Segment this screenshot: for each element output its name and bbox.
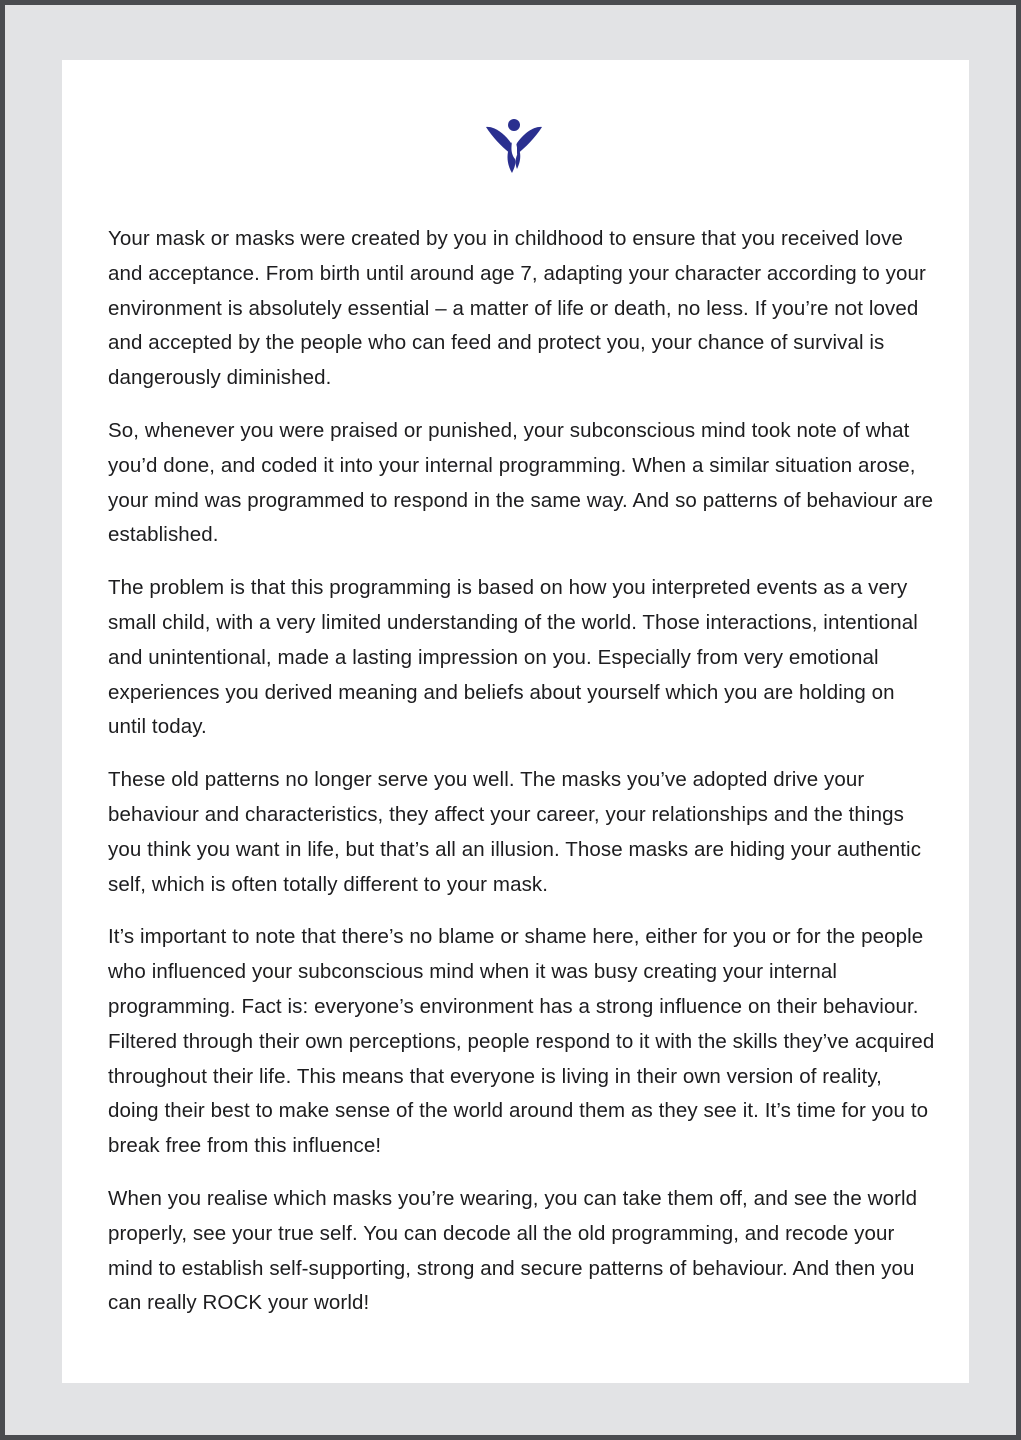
paragraph-1: Your mask or masks were created by you in childhood to ensure that you received love and acceptance. From birth until around age 7, adapting your character according to your environment is absolutely essential – a matter of life or death, no less. If you’re not loved and accepted by the people who can feed and protect you, your chance of survival is dangerously diminished. xyxy=(108,227,926,390)
body-text xyxy=(108,222,938,1339)
paragraph-2: So, whenever you were praised or punished, your subconscious mind took note of what you’d done, and coded it into your internal programming. When a similar situation arose, your mind was programmed to respond in the same way. And so patterns of behaviour are established. xyxy=(108,418,934,547)
viewer-background xyxy=(5,5,1016,1435)
paragraph-4: These old patterns no longer serve you well. The masks you’ve adopted drive your behaviour and characteristics, they affect your career, your relationships and the things you think you want in life, but that’s all an illusion. Those masks are hiding your authentic self, which is often totally different to your mask. xyxy=(108,768,922,896)
paragraph-6: When you realise which masks you’re wearing, you can take them off, and see the world properly, see your true self. You can decode all the old programming, and recode your mind to establish self-supporting, strong and secure patterns of behaviour. And then you can really ROCK your world! xyxy=(108,1186,918,1315)
figure-logo-icon xyxy=(485,118,543,174)
paragraph-5: It’s important to note that there’s no blame or shame here, either for you or for the people who influenced your subconscious mind when it was busy creating your internal programming. Fact is: everyone’s environment has a strong influence on their behaviour. Filtered through their own perceptions, people respond to it with the skills they’ve acquired throughout their life. This means that everyone is living in their own version of reality, doing their best to make sense of the world around them as they see it. It’s time for you to break free from this influence! xyxy=(108,925,935,1158)
document-page xyxy=(62,60,969,1383)
paragraph-3: The problem is that this programming is based on how you interpreted events as a very small child, with a very limited understanding of the world. Those interactions, intentional and unintentional, made a lasting impression on you. Especially from very emotional experiences you derived meaning and beliefs about yourself which you are holding on until today. xyxy=(108,576,918,739)
